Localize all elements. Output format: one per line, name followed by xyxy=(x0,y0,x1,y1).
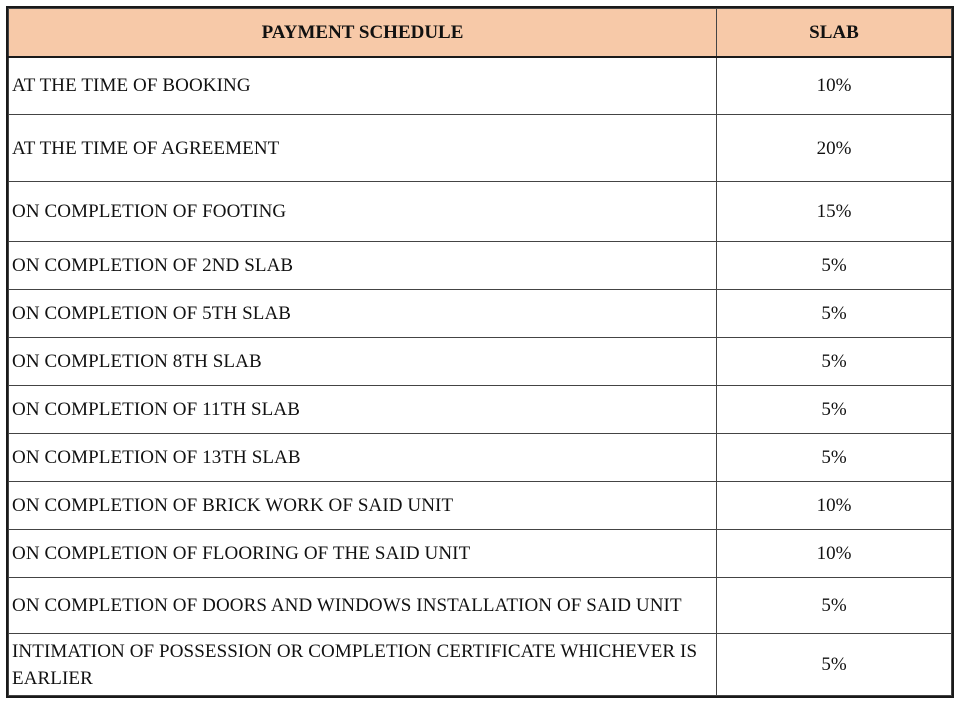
slab-percent-cell: 10% xyxy=(717,530,952,578)
table-row xyxy=(9,57,952,115)
slab-percent-cell: 15% xyxy=(717,182,952,242)
payment-schedule-header: PAYMENT SCHEDULE xyxy=(9,9,717,57)
table-row xyxy=(9,386,952,434)
header-row xyxy=(9,9,952,57)
payment-schedule-sheet xyxy=(6,6,954,698)
schedule-stage-cell: INTIMATION OF POSSESSION OR COMPLETION CERTIFICATE WHICHEVER IS EARLIER xyxy=(9,634,717,696)
slab-percent-cell: 5% xyxy=(717,338,952,386)
slab-percent-cell: 5% xyxy=(717,290,952,338)
table-row xyxy=(9,530,952,578)
table-row xyxy=(9,482,952,530)
table-row xyxy=(9,115,952,182)
schedule-stage-cell: ON COMPLETION OF FOOTING xyxy=(9,182,717,242)
slab-percent-cell: 10% xyxy=(717,57,952,115)
table-header xyxy=(9,9,952,57)
schedule-stage-cell: AT THE TIME OF AGREEMENT xyxy=(9,115,717,182)
table-row xyxy=(9,182,952,242)
table-row xyxy=(9,242,952,290)
schedule-stage-cell: AT THE TIME OF BOOKING xyxy=(9,57,717,115)
schedule-stage-cell: ON COMPLETION OF DOORS AND WINDOWS INSTALLATION OF SAID UNIT xyxy=(9,578,717,634)
schedule-stage-cell: ON COMPLETION OF 11TH SLAB xyxy=(9,386,717,434)
schedule-stage-cell: ON COMPLETION OF FLOORING OF THE SAID UNIT xyxy=(9,530,717,578)
slab-percent-cell: 5% xyxy=(717,634,952,696)
table-body xyxy=(9,57,952,696)
slab-percent-cell: 10% xyxy=(717,482,952,530)
schedule-stage-cell: ON COMPLETION 8TH SLAB xyxy=(9,338,717,386)
slab-percent-cell: 5% xyxy=(717,386,952,434)
slab-header: SLAB xyxy=(717,9,952,57)
slab-percent-cell: 5% xyxy=(717,434,952,482)
table-row xyxy=(9,290,952,338)
table-row xyxy=(9,434,952,482)
schedule-stage-cell: ON COMPLETION OF BRICK WORK OF SAID UNIT xyxy=(9,482,717,530)
schedule-stage-cell: ON COMPLETION OF 13TH SLAB xyxy=(9,434,717,482)
table-row xyxy=(9,578,952,634)
schedule-stage-cell: ON COMPLETION OF 2ND SLAB xyxy=(9,242,717,290)
slab-percent-cell: 5% xyxy=(717,578,952,634)
table-row xyxy=(9,634,952,696)
slab-percent-cell: 20% xyxy=(717,115,952,182)
slab-percent-cell: 5% xyxy=(717,242,952,290)
schedule-stage-cell: ON COMPLETION OF 5TH SLAB xyxy=(9,290,717,338)
payment-schedule-table xyxy=(8,8,952,696)
table-row xyxy=(9,338,952,386)
